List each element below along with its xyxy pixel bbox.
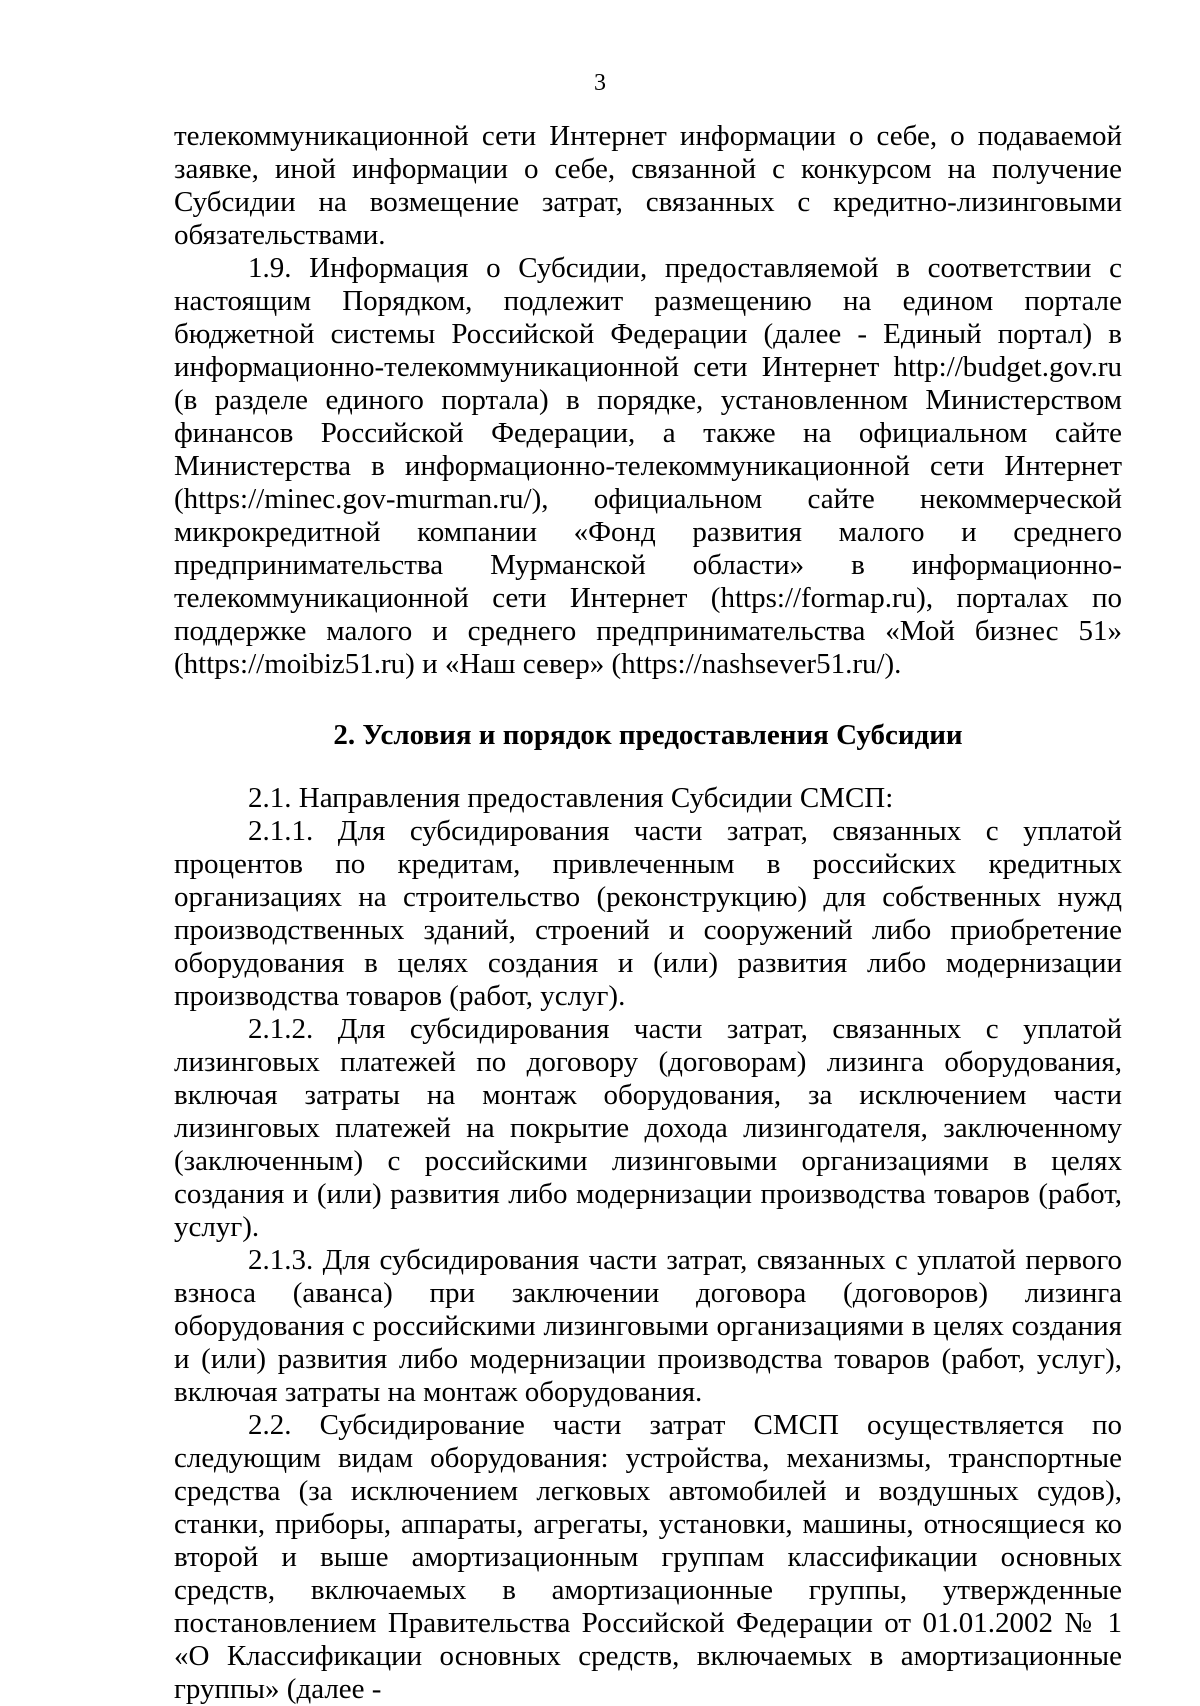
paragraph-2-1-1: 2.1.1. Для субсидирования части затрат, связанных с уплатой процентов по кредитам, привлеченным в российских кредитных организациях на строительство (реконструкцию) для собственных нужд производственных зданий, строений и сооружений либо приобретение оборудования в целях создания и (или) развития либо модернизации производства товаров (работ, услуг).	[174, 815, 1122, 1012]
paragraph-2-1-3: 2.1.3. Для субсидирования части затрат, связанных с уплатой первого взноса (аванса) при заключении договора (договоров) лизинга оборудования с российскими лизинговыми организациями в целях создания и (или) развития либо модернизации производства товаров (работ, услуг), включая затраты на монтаж оборудования.	[174, 1244, 1122, 1408]
paragraph-1-9: 1.9. Информация о Субсидии, предоставляемой в соответствии с настоящим Порядком, подлежит размещению на едином портале бюджетной системы Российской Федерации (далее - Единый портал) в информационно-телекоммуникационной сети Интернет http://budget.gov.ru (в разделе единого портала) в порядке, установленном Министерством финансов Российской Федерации, а также на официальном сайте Министерства в информационно-телекоммуникационной сети Интернет (https://minec.gov-murman.ru/), официальном сайте некоммерческой микрокредитной компании «Фонд развития малого и среднего предпринимательства Мурманской области» в информационно-телекоммуникационной сети Интернет (https://formap.ru), порталах по поддержке малого и среднего предпринимательства «Мой бизнес 51» (https://moibiz51.ru) и «Наш север» (https://nashsever51.ru/).	[174, 252, 1122, 680]
paragraph-2-1: 2.1. Направления предоставления Субсидии СМСП:	[248, 782, 894, 814]
paragraph-2-1-2: 2.1.2. Для субсидирования части затрат, связанных с уплатой лизинговых платежей по договору (договорам) лизинга оборудования, включая затраты на монтаж оборудования, за исключением части лизинговых платежей на покрытие дохода лизингодателя, заключенному (заключенным) с российскими лизинговыми организациями в целях создания и (или) развития либо модернизации производства товаров (работ, услуг).	[174, 1013, 1122, 1243]
section-heading: 2. Условия и порядок предоставления Субсидии	[333, 719, 963, 751]
paragraph-2-2: 2.2. Субсидирование части затрат СМСП осуществляется по следующим видам оборудования: устройства, механизмы, транспортные средства (за исключением легковых автомобилей и воздушных судов), станки, приборы, аппараты, агрегаты, установки, машины, относящиеся ко второй и выше амортизационным группам классификации основных средств, включаемых в амортизационные группы, утвержденные постановлением Правительства Российской Федерации от 01.01.2002 № 1 «О Классификации основных средств, включаемых в амортизационные группы» (далее -	[174, 1409, 1122, 1705]
page-number: 3	[594, 70, 606, 96]
document-body	[174, 120, 1122, 1706]
paragraph-continuation: телекоммуникационной сети Интернет информации о себе, о подаваемой заявке, иной информации о себе, связанной с конкурсом на получение Субсидии на возмещение затрат, связанных с кредитно-лизинговыми обязательствами.	[174, 120, 1122, 251]
